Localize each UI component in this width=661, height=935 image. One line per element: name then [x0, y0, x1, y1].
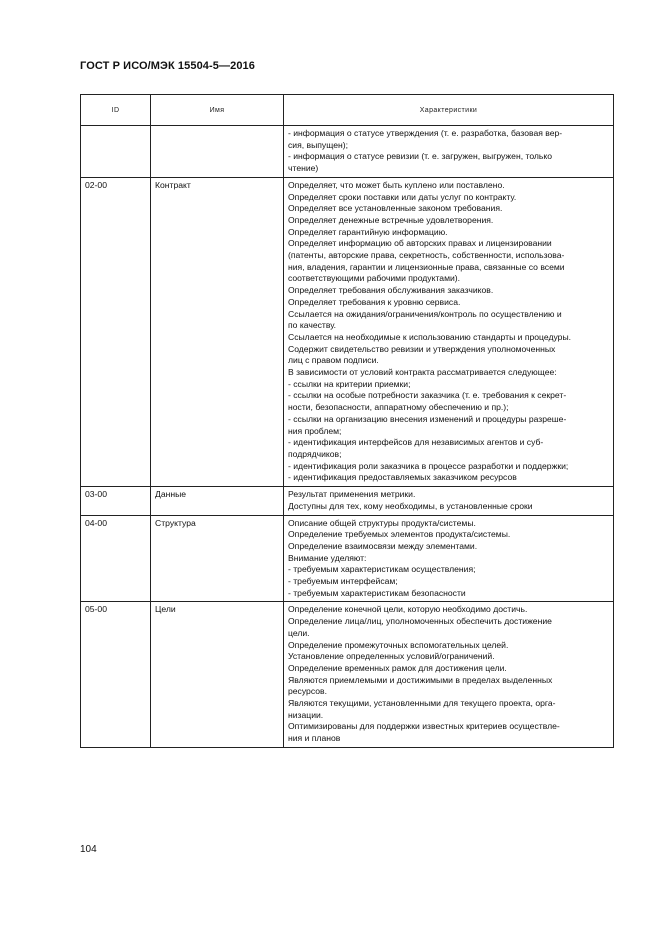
row-id: 05-00 [81, 602, 151, 747]
characteristic-line: Внимание уделяют: [288, 552, 367, 563]
characteristic-line: Оптимизированы для поддержки известных критериев осуществле- [288, 721, 560, 732]
row-name: Данные [151, 487, 284, 515]
characteristic-line: - информация о статусе ревизии (т. е. загружен, выгружен, только [288, 151, 553, 162]
characteristic-line: низации. [288, 709, 324, 720]
characteristic-line: - идентификация предоставляемых заказчиком ресурсов [288, 472, 517, 483]
row-characteristics [284, 126, 614, 178]
table-row [81, 126, 614, 178]
characteristic-line: Ссылается на необходимые к использованию стандарты и процедуры. [288, 331, 572, 342]
row-id: 02-00 [81, 177, 151, 486]
characteristic-line: - требуемым характеристикам осуществления; [288, 564, 476, 575]
row-name: Структура [151, 515, 284, 602]
characteristic-line: В зависимости от условий контракта рассматривается следующее: [288, 367, 557, 378]
characteristic-line: - идентификация роли заказчика в процессе разработки и поддержки; [288, 460, 569, 471]
page-number: 104 [80, 844, 97, 855]
characteristic-line: - ссылки на организацию внесения изменений и процедуры разреше- [288, 413, 567, 424]
characteristic-line: Определение лица/лиц, уполномоченных обеспечить достижение [288, 616, 552, 627]
row-name: Контракт [151, 177, 284, 486]
row-id: 03-00 [81, 487, 151, 515]
characteristic-line: - ссылки на критерии приемки; [288, 378, 411, 389]
table-header-row [81, 95, 614, 126]
characteristic-line: - ссылки на особые потребности заказчика (т. е. требования к секрет- [288, 390, 567, 401]
row-characteristics [284, 177, 614, 486]
characteristic-line: Определение временных рамок для достижения цели. [288, 662, 507, 673]
characteristic-line: (патенты, авторские права, секретность, собственности, использова- [288, 250, 565, 261]
column-header-name: Имя [151, 95, 284, 126]
characteristic-line: чтение) [288, 163, 319, 174]
characteristic-line: ния, владения, гарантии и лицензионные права, связанные со всеми [288, 261, 565, 272]
table-row [81, 487, 614, 515]
row-id: 04-00 [81, 515, 151, 602]
characteristic-line: ния проблем; [288, 425, 342, 436]
characteristic-line: Определение требуемых элементов продукта/системы. [288, 529, 511, 540]
characteristic-line: по качеству. [288, 320, 337, 331]
characteristic-line: Содержит свидетельство ревизии и утверждения уполномоченных [288, 343, 556, 354]
characteristic-line: - требуемым характеристикам безопасности [288, 587, 466, 598]
characteristic-line: Описание общей структуры продукта/системы. [288, 517, 476, 528]
characteristic-line: подрядчиков; [288, 448, 342, 459]
characteristic-line: Определяет гарантийную информацию. [288, 226, 448, 237]
characteristic-line: Ссылается на ожидания/ограничения/контроль по осуществлению и [288, 308, 562, 319]
table-row [81, 515, 614, 602]
row-name [151, 126, 284, 178]
characteristic-line: Доступны для тех, кому необходимы, в установленные сроки [288, 500, 533, 511]
row-characteristics [284, 602, 614, 747]
characteristic-line: цели. [288, 627, 310, 638]
characteristic-line: Определяет требования к уровню сервиса. [288, 296, 461, 307]
characteristic-line: сия, выпущен); [288, 139, 348, 150]
row-name: Цели [151, 602, 284, 747]
characteristic-line: - требуемым интерфейсам; [288, 576, 398, 587]
characteristic-line: Установление определенных условий/ограничений. [288, 651, 495, 662]
characteristic-line: Являются текущими, установленными для текущего проекта, орга- [288, 698, 556, 709]
characteristic-line: - идентификация интерфейсов для независимых агентов и суб- [288, 437, 544, 448]
characteristic-line: Определяет требования обслуживания заказчиков. [288, 285, 494, 296]
characteristic-line: Являются приемлемыми и достижимыми в пределах выделенных [288, 674, 553, 685]
characteristic-line: Определяет все установленные законом требования. [288, 203, 503, 214]
characteristic-line: Результат применения метрики. [288, 489, 416, 500]
characteristics-table [80, 94, 614, 748]
row-characteristics [284, 487, 614, 515]
characteristic-line: Определение промежуточных вспомогательных целей. [288, 639, 509, 650]
row-id [81, 126, 151, 178]
characteristic-line: ресурсов. [288, 686, 327, 697]
characteristic-line: Определение взаимосвязи между элементами. [288, 540, 478, 551]
row-characteristics [284, 515, 614, 602]
characteristic-line: соответствующими рабочими продуктами). [288, 273, 461, 284]
characteristic-line: лиц с правом подписи. [288, 355, 379, 366]
table-row [81, 177, 614, 486]
characteristic-line: Определяет информацию об авторских правах и лицензировании [288, 238, 552, 249]
document-header: ГОСТ Р ИСО/МЭК 15504-5—2016 [80, 60, 255, 72]
characteristic-line: Определяет денежные встречные удовлетворения. [288, 214, 494, 225]
characteristic-line: Определяет сроки поставки или даты услуг по контракту. [288, 191, 517, 202]
column-header-id: ID [81, 95, 151, 126]
table-row [81, 602, 614, 747]
column-header-characteristics: Характеристики [284, 95, 614, 126]
characteristic-line: ния и планов [288, 733, 341, 744]
characteristic-line: Определение конечной цели, которую необходимо достичь. [288, 604, 528, 615]
characteristic-line: ности, безопасности, аппаратному обеспечению и пр.); [288, 402, 509, 413]
characteristic-line: Определяет, что может быть куплено или поставлено. [288, 179, 505, 190]
characteristic-line: - информация о статусе утверждения (т. е. разработка, базовая вер- [288, 128, 563, 138]
